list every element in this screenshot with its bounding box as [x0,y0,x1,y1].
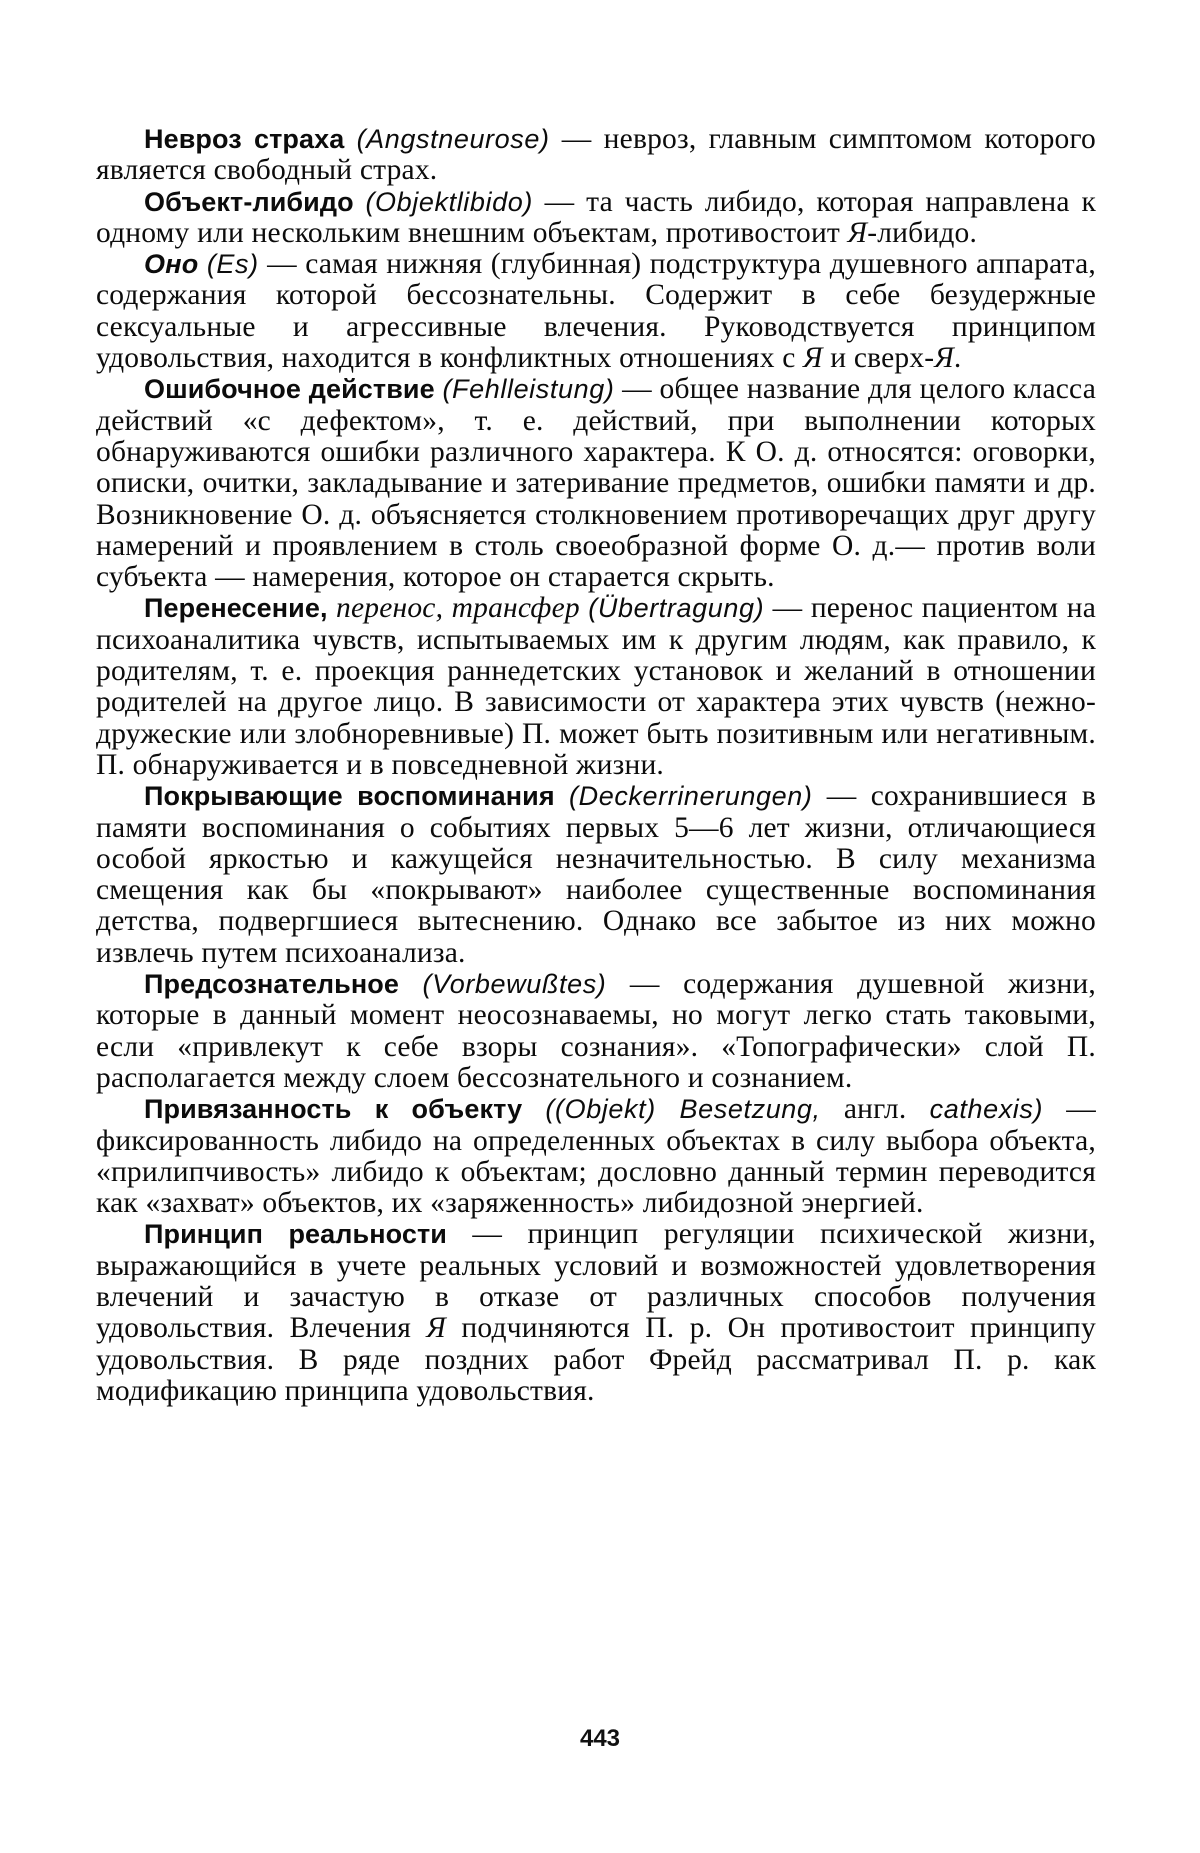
entry-original-term: (Es) [207,249,259,279]
ya-term: Я [848,217,868,249]
entry-term: Ошибочное действие [144,374,435,404]
entry-vorbewusstes [96,969,1096,1094]
ya-term: Я [803,342,823,374]
entry-definition: и сверх- [823,342,935,374]
entry-realitaetsprinzip [96,1219,1096,1407]
ya-term: Я [426,1312,446,1344]
entry-term: Перенесение, [144,593,328,623]
entry-original-term: (Angstneurose) [357,124,550,154]
entry-term: Объект-либидо [144,187,354,217]
dictionary-page [96,124,1096,1407]
entry-term: Невроз страха [144,124,344,154]
entry-definition: . [954,342,962,374]
entry-term: Покрывающие воспоминания [144,781,555,811]
entry-original-term: (Fehlleistung) [442,374,614,404]
entry-deckerinnerungen [96,781,1096,969]
entry-angstneurose [96,124,1096,187]
entry-definition: -либидо. [867,217,977,249]
entry-definition: — сохранившиеся в памяти воспоминания о событиях первых 5—6 лет жизни, отличающиеся особой яркостью и кажущейся незначительностью. В силу механизма смещения как бы «покрывают» наиболее существенные воспоминания детства, подвергшиеся вытеснению. Однако все забытое из них можно извлечь путем психоанализа. [96,780,1096,968]
entry-uebertragung [96,593,1096,781]
entry-term: Привязанность к объекту [144,1094,522,1124]
ya-term: Я [934,342,954,374]
entry-definition: — невроз, главным симптомом которого является свободный страх. [96,123,1096,186]
entry-besetzung [96,1094,1096,1219]
page-number: 443 [0,1725,1200,1753]
entry-original-term: (Übertragung) [588,593,764,623]
entry-original-term: (Objektlibido) [365,187,532,217]
entry-term: Оно [144,249,198,279]
entry-definition: — та часть либидо, которая направлена к одному или нескольким внешним объектам, противостоит [96,186,1096,249]
entry-es [96,249,1096,374]
entry-synonyms: перенос, трансфер [328,592,580,624]
entry-definition: — самая нижняя (глубинная) подструктура душевного аппарата, содержания которой бессознательны. Содержит в себе безудержные сексуальные и агрессивные влечения. Руководствуется принципом удовольствия, находится в конфликтных отношениях с [96,248,1096,374]
entry-objektlibido [96,187,1096,250]
entry-original-term: (Vorbewußtes) [423,969,607,999]
entry-definition: — фиксированность либидо на определенных объектах в силу выбора объекта, «прилипчивость» либидо к объектам; дословно данный термин переводится как «захват» объектов, их «заряженность» либидозной энергией. [96,1093,1096,1219]
entry-definition: — перенос пациентом на психоаналитика чувств, испытываемых им к другим людям, как правило, к родителям, т. е. проекция раннедетских установок и желаний в отношении родителей на другое лицо. В зависимости от характера этих чувств (нежно-дружеские или злобноревнивые) П. может быть позитивным или негативным. П. обнаруживается и в повседневной жизни. [96,592,1096,780]
entry-original-term: (Deckerrinerungen) [569,781,812,811]
entry-definition: подчиняются П. р. Он противостоит принципу удовольствия. В ряде поздних работ Фрейд рассматривал П. р. как модификацию принципа удовольствия. [96,1312,1096,1407]
entry-language-note: англ. [821,1093,930,1125]
entry-term: Предсознательное [144,969,399,999]
entry-fehlleistung [96,374,1096,593]
entry-definition: — принцип регуляции психической жизни, выражающийся в учете реальных условий и возможностей удовлетворения влечений и зачастую в отказе от различных способов получения удовольствия. Влечения [96,1218,1096,1344]
entry-term: Принцип реальности [144,1219,447,1249]
entry-original-term: cathexis) [930,1094,1043,1124]
entry-definition: — общее название для целого класса действий «с дефектом», т. е. действий, при выполнении которых обнаруживаются ошибки различного характера. К О. д. относятся: оговорки, описки, очитки, закладывание и затеривание предметов, ошибки памяти и др. Возникновение О. д. объясняется столкновением противоречащих друг другу намерений и проявлением в столь своеобразной форме О. д.— против воли субъекта — намерения, которое он старается скрыть. [96,373,1096,593]
entry-definition: — содержания душевной жизни, которые в данный момент неосознаваемы, но могут легко стать таковыми, если «привлекут к себе взоры сознания». «Топографически» слой П. располагается между слоем бессознательного и сознанием. [96,968,1096,1094]
entry-original-term: ((Objekt) Besetzung, [545,1094,820,1124]
